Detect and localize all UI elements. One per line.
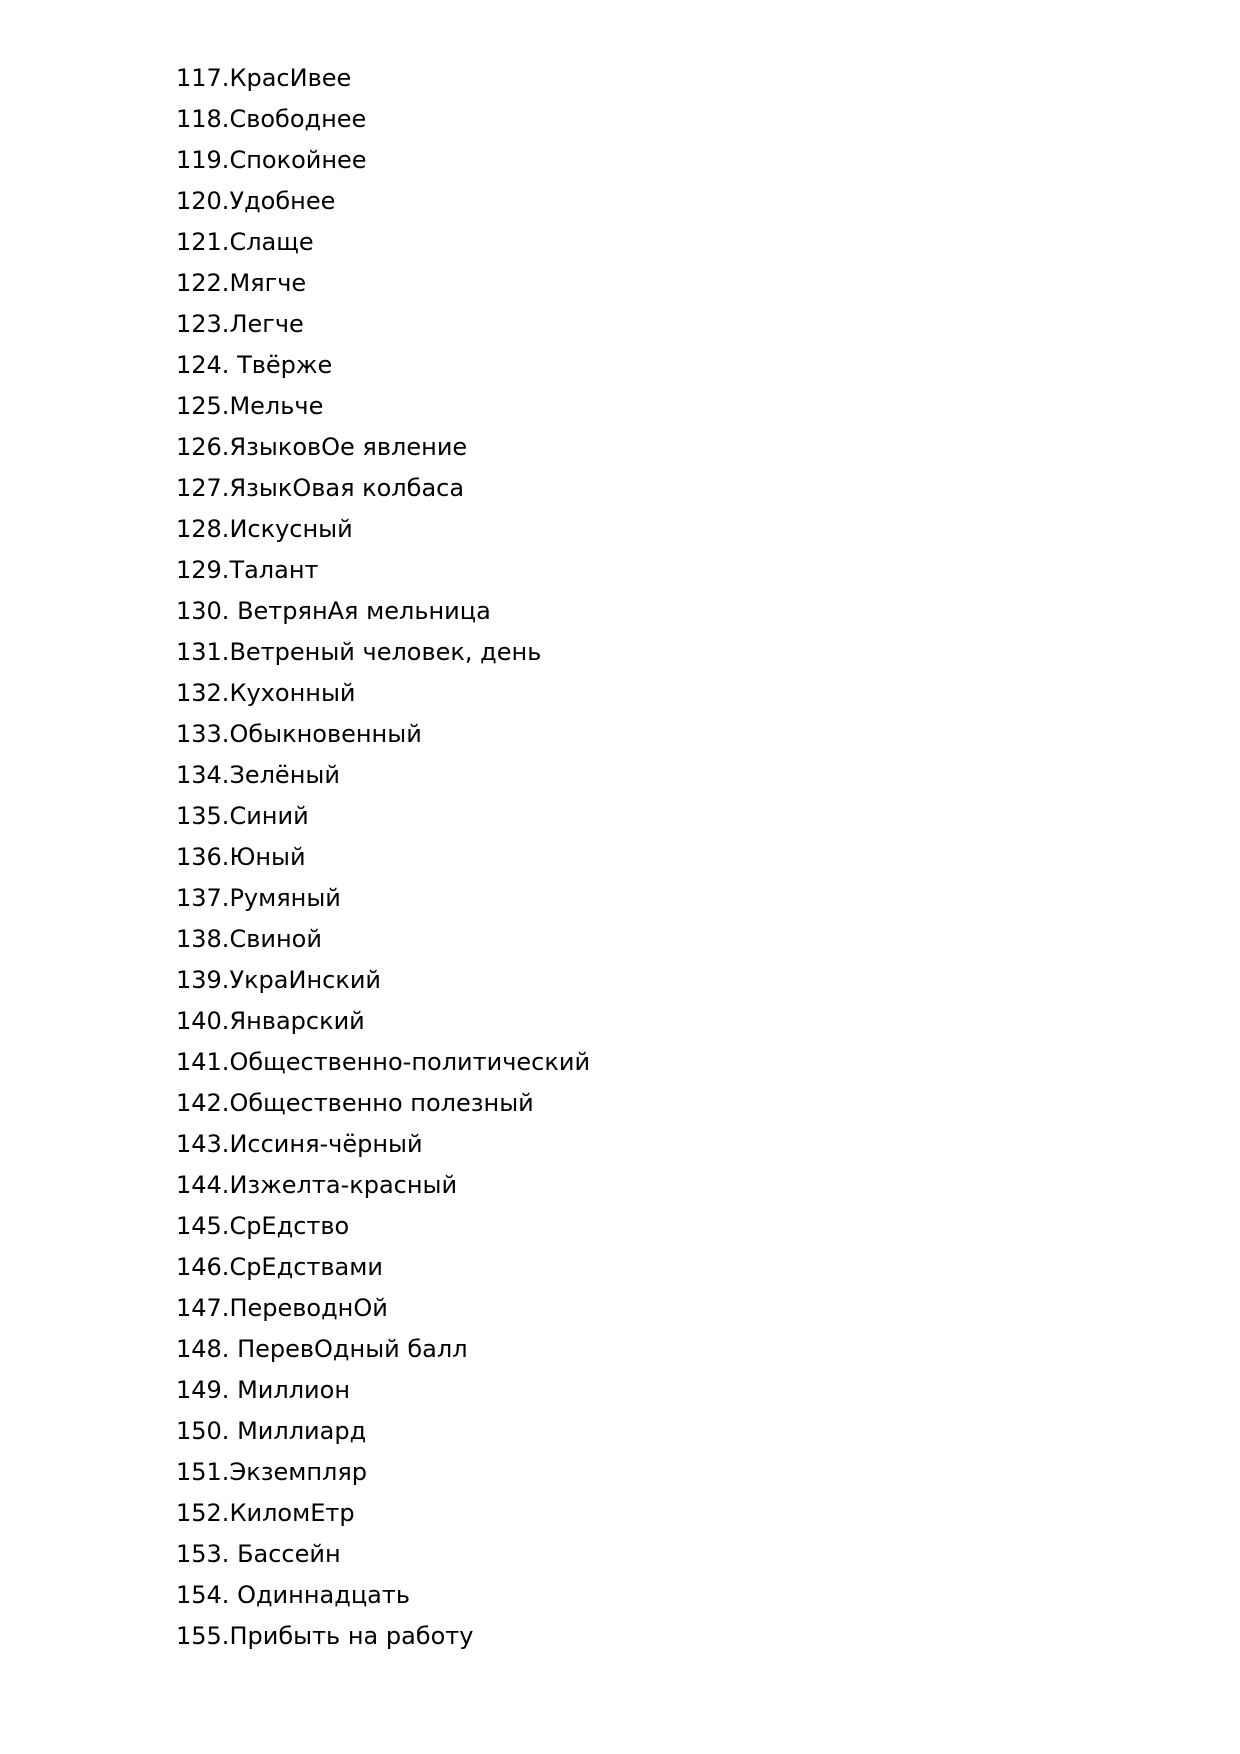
list-item: 124. Твёрже — [176, 351, 333, 379]
list-item: 139.УкраИнский — [176, 966, 382, 994]
list-item: 140.Январский — [176, 1007, 365, 1035]
list-item: 143.Иссиня-чёрный — [176, 1130, 423, 1158]
list-item: 126.ЯзыковОе явление — [176, 433, 468, 461]
list-item: 147.ПереводнОй — [176, 1294, 388, 1322]
list-item: 120.Удобнее — [176, 187, 336, 215]
list-item: 117.КрасИвее — [176, 64, 352, 92]
list-item: 136.Юный — [176, 843, 306, 871]
list-item: 137.Румяный — [176, 884, 341, 912]
list-item: 142.Общественно полезный — [176, 1089, 534, 1117]
list-item: 144.Изжелта-красный — [176, 1171, 458, 1199]
list-item: 122.Мягче — [176, 269, 307, 297]
list-item: 127.ЯзыкОвая колбаса — [176, 474, 465, 502]
list-item: 149. Миллион — [176, 1376, 351, 1404]
list-item: 151.Экземпляр — [176, 1458, 368, 1486]
list-item: 154. Одиннадцать — [176, 1581, 410, 1609]
list-item: 128.Искусный — [176, 515, 353, 543]
list-item: 146.СрЕдствами — [176, 1253, 383, 1281]
list-item: 123.Легче — [176, 310, 304, 338]
list-item: 131.Ветреный человек, день — [176, 638, 542, 666]
list-item: 121.Слаще — [176, 228, 314, 256]
list-item: 133.Обыкновенный — [176, 720, 422, 748]
list-item: 152.КиломЕтр — [176, 1499, 355, 1527]
list-item: 118.Свободнее — [176, 105, 367, 133]
list-item: 130. ВетрянАя мельница — [176, 597, 491, 625]
list-item: 145.СрЕдство — [176, 1212, 350, 1240]
list-item: 119.Спокойнее — [176, 146, 367, 174]
list-item: 148. ПеревОдный балл — [176, 1335, 468, 1363]
list-item: 155.Прибыть на работу — [176, 1622, 474, 1650]
list-item: 141.Общественно-политический — [176, 1048, 591, 1076]
list-item: 129.Талант — [176, 556, 319, 584]
list-item: 150. Миллиард — [176, 1417, 367, 1445]
list-item: 134.Зелёный — [176, 761, 340, 789]
list-item: 132.Кухонный — [176, 679, 356, 707]
list-item: 138.Свиной — [176, 925, 322, 953]
list-item: 153. Бассейн — [176, 1540, 341, 1568]
list-item: 135.Синий — [176, 802, 309, 830]
list-item: 125.Мельче — [176, 392, 324, 420]
word-list — [176, 58, 590, 1657]
